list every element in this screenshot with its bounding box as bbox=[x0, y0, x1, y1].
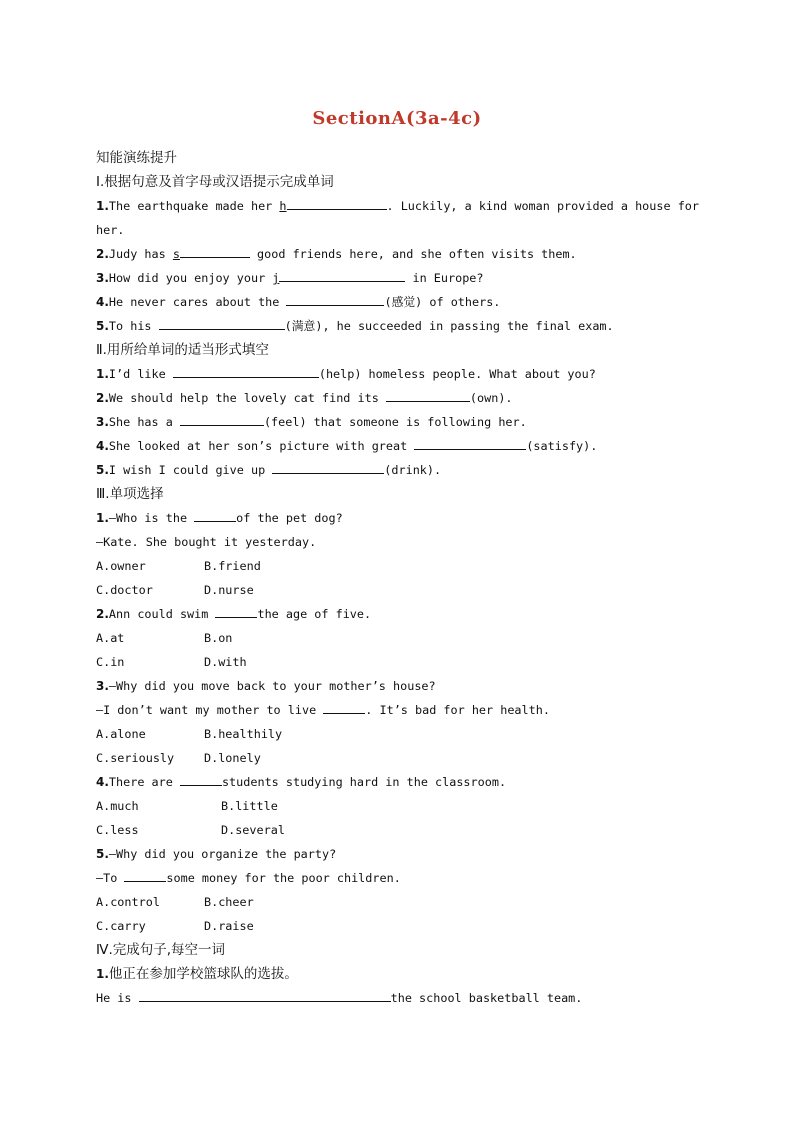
s3-question-3-reply bbox=[96, 698, 706, 722]
s3-q4-options-row bbox=[96, 818, 706, 842]
question-number: 4. bbox=[96, 439, 109, 453]
question-text: (满意), he succeeded in passing the final exam. bbox=[284, 319, 614, 333]
question-text: (satisfy). bbox=[526, 439, 598, 453]
option-d[interactable]: D.with bbox=[204, 655, 247, 669]
s3-q5-options-row bbox=[96, 914, 706, 938]
question-number: 1. bbox=[96, 367, 109, 381]
option-d[interactable]: D.raise bbox=[204, 919, 254, 933]
question-number: 4. bbox=[96, 295, 109, 309]
answer-blank[interactable] bbox=[215, 604, 257, 618]
question-text: I’d like bbox=[108, 367, 173, 381]
question-text-chinese: 他正在参加学校篮球队的选拔。 bbox=[108, 966, 298, 982]
answer-blank[interactable] bbox=[124, 868, 166, 882]
s3-question-5-reply bbox=[96, 866, 706, 890]
question-number: 2. bbox=[96, 247, 109, 261]
page-title: SectionA(3a-4c) bbox=[312, 108, 482, 129]
question-text: I wish I could give up bbox=[108, 463, 273, 477]
option-d[interactable]: D.lonely bbox=[204, 751, 261, 765]
s2-question-2 bbox=[96, 386, 706, 410]
question-text: in Europe? bbox=[405, 271, 484, 285]
s2-question-3 bbox=[96, 410, 706, 434]
s3-q1-options-row bbox=[96, 554, 706, 578]
question-text: —Why did you move back to your mother’s house? bbox=[108, 679, 436, 693]
option-c[interactable]: C.less bbox=[96, 823, 139, 837]
option-b[interactable]: B.cheer bbox=[204, 895, 254, 909]
question-number: 5. bbox=[96, 463, 109, 477]
s3-q2-options-row bbox=[96, 626, 706, 650]
s3-question-2 bbox=[96, 602, 706, 626]
question-text: —I don’t want my mother to live bbox=[96, 703, 324, 717]
s3-question-5 bbox=[96, 842, 706, 866]
answer-blank[interactable] bbox=[272, 460, 384, 474]
answer-blank[interactable] bbox=[180, 412, 264, 426]
answer-blank[interactable] bbox=[180, 244, 250, 258]
option-a[interactable]: A.owner bbox=[96, 559, 146, 573]
s3-question-3 bbox=[96, 674, 706, 698]
answer-blank[interactable] bbox=[386, 388, 470, 402]
s3-q3-options-row bbox=[96, 746, 706, 770]
question-number: 5. bbox=[96, 319, 109, 333]
question-text: Judy has bbox=[108, 247, 173, 261]
s1-question-1 bbox=[96, 194, 706, 218]
question-number: 3. bbox=[96, 415, 109, 429]
answer-blank[interactable] bbox=[323, 700, 365, 714]
question-text: (help) homeless people. What about you? bbox=[318, 367, 596, 381]
answer-blank[interactable] bbox=[279, 268, 405, 282]
s3-q1-options-row bbox=[96, 578, 706, 602]
s3-question-4 bbox=[96, 770, 706, 794]
answer-blank[interactable] bbox=[173, 364, 319, 378]
question-text: He is bbox=[96, 991, 139, 1005]
s3-q2-options-row bbox=[96, 650, 706, 674]
question-text: How did you enjoy your bbox=[108, 271, 273, 285]
option-d[interactable]: D.several bbox=[221, 823, 285, 837]
option-a[interactable]: A.control bbox=[96, 895, 160, 909]
option-b[interactable]: B.friend bbox=[204, 559, 261, 573]
option-b[interactable]: B.healthily bbox=[204, 727, 283, 741]
question-number: 1. bbox=[96, 199, 109, 213]
answer-blank[interactable] bbox=[194, 508, 236, 522]
question-text: We should help the lovely cat find its bbox=[108, 391, 386, 405]
option-c[interactable]: C.doctor bbox=[96, 583, 153, 597]
s3-q4-options-row bbox=[96, 794, 706, 818]
question-number: 2. bbox=[96, 607, 109, 621]
option-d[interactable]: D.nurse bbox=[204, 583, 254, 597]
s2-question-5 bbox=[96, 458, 706, 482]
answer-blank[interactable] bbox=[287, 196, 387, 210]
question-text: . It’s bad for her health. bbox=[365, 703, 550, 717]
question-text: To his bbox=[108, 319, 159, 333]
question-text: some money for the poor children. bbox=[166, 871, 401, 885]
s3-q3-options-row bbox=[96, 722, 706, 746]
question-number: 4. bbox=[96, 775, 109, 789]
worksheet-content bbox=[96, 146, 706, 1010]
question-text: —Why did you organize the party? bbox=[108, 847, 337, 861]
hint-letter: s bbox=[172, 247, 180, 261]
s3-q5-options-row bbox=[96, 890, 706, 914]
question-text: the age of five. bbox=[257, 607, 372, 621]
option-a[interactable]: A.alone bbox=[96, 727, 146, 741]
question-text: . Luckily, a kind woman provided a house for bbox=[386, 199, 700, 213]
question-text: There are bbox=[108, 775, 180, 789]
question-text: The earthquake made her bbox=[108, 199, 280, 213]
s1-question-2 bbox=[96, 242, 706, 266]
s1-question-5 bbox=[96, 314, 706, 338]
s1-question-1-continued: her. bbox=[96, 223, 125, 237]
section1-heading: Ⅰ.根据句意及首字母或汉语提示完成单词 bbox=[96, 174, 334, 190]
section3-heading: Ⅲ.单项选择 bbox=[96, 486, 164, 502]
question-text: She has a bbox=[108, 415, 180, 429]
answer-blank[interactable] bbox=[180, 772, 222, 786]
hint-letter: h bbox=[279, 199, 287, 213]
s2-question-1 bbox=[96, 362, 706, 386]
s4-question-1-english bbox=[96, 986, 706, 1010]
question-number: 5. bbox=[96, 847, 109, 861]
answer-blank[interactable] bbox=[286, 292, 384, 306]
s3-question-1 bbox=[96, 506, 706, 530]
question-text: (感觉) of others. bbox=[384, 295, 501, 309]
section4-heading: Ⅳ.完成句子,每空一词 bbox=[96, 942, 226, 958]
question-text: good friends here, and she often visits them. bbox=[249, 247, 577, 261]
s1-question-4 bbox=[96, 290, 706, 314]
section2-heading: Ⅱ.用所给单词的适当形式填空 bbox=[96, 342, 269, 358]
question-text: (drink). bbox=[384, 463, 442, 477]
subtitle: 知能演练提升 bbox=[96, 150, 177, 166]
option-b[interactable]: B.little bbox=[221, 799, 278, 813]
s4-question-1 bbox=[96, 962, 706, 986]
option-a[interactable]: A.at bbox=[96, 631, 125, 645]
question-text: She looked at her son’s picture with great bbox=[108, 439, 415, 453]
question-text: (own). bbox=[469, 391, 513, 405]
s3-question-1-reply: —Kate. She bought it yesterday. bbox=[96, 535, 317, 549]
question-number: 3. bbox=[96, 679, 109, 693]
option-c[interactable]: C.seriously bbox=[96, 751, 175, 765]
s1-question-3 bbox=[96, 266, 706, 290]
answer-blank[interactable] bbox=[414, 436, 526, 450]
question-text: —Who is the bbox=[108, 511, 195, 525]
s2-question-4 bbox=[96, 434, 706, 458]
option-c[interactable]: C.in bbox=[96, 655, 125, 669]
option-a[interactable]: A.much bbox=[96, 799, 139, 813]
question-number: 3. bbox=[96, 271, 109, 285]
question-text: —To bbox=[96, 871, 125, 885]
option-c[interactable]: C.carry bbox=[96, 919, 146, 933]
question-text: of the pet dog? bbox=[236, 511, 343, 525]
hint-letter: j bbox=[272, 271, 280, 285]
answer-blank[interactable] bbox=[159, 316, 285, 330]
question-number: 1. bbox=[96, 511, 109, 525]
question-number: 2. bbox=[96, 391, 109, 405]
question-number: 1. bbox=[96, 967, 109, 981]
question-text: the school basketball team. bbox=[390, 991, 583, 1005]
question-text: Ann could swim bbox=[108, 607, 216, 621]
question-text: students studying hard in the classroom. bbox=[221, 775, 507, 789]
option-b[interactable]: B.on bbox=[204, 631, 233, 645]
question-text: (feel) that someone is following her. bbox=[263, 415, 527, 429]
answer-blank[interactable] bbox=[139, 988, 391, 1002]
question-text: He never cares about the bbox=[108, 295, 287, 309]
